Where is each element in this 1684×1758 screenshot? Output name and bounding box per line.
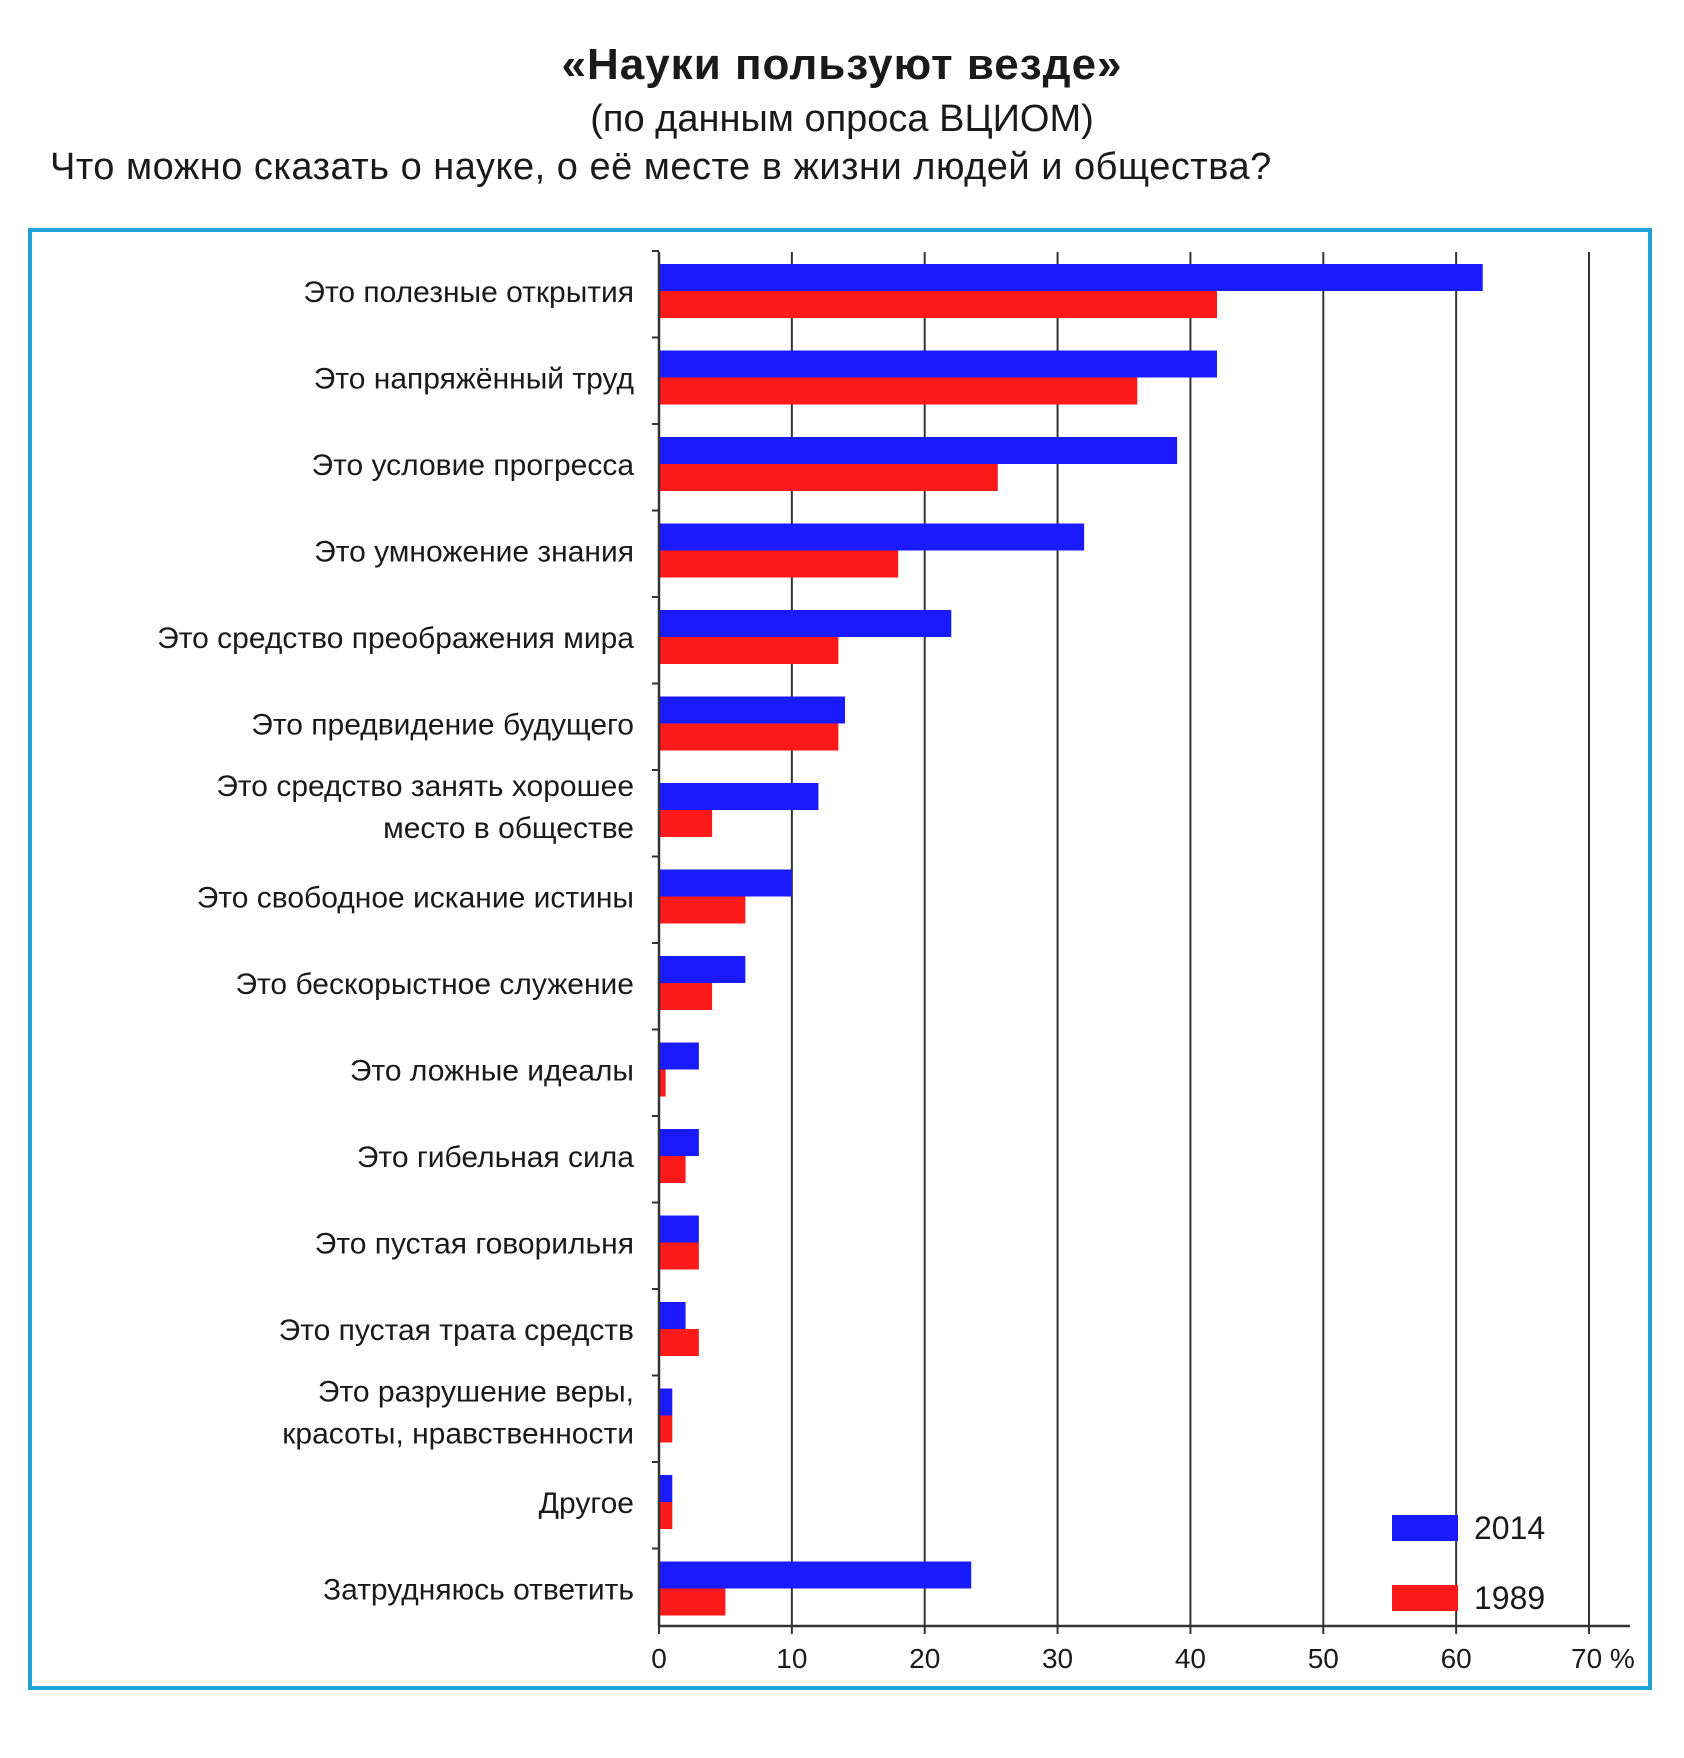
chart-subtitle: (по данным опроса ВЦИОМ) (590, 98, 1094, 140)
bar-1989 (659, 1156, 686, 1183)
bar-1989 (659, 637, 838, 664)
survey-question: Что можно сказать о науке, о её месте в жизни людей и общества? (50, 146, 1272, 188)
bar-1989 (659, 983, 712, 1010)
bar-2014 (659, 1216, 699, 1243)
chart-title: «Науки пользуют везде» (561, 40, 1123, 89)
bar-2014 (659, 956, 745, 983)
bar-1989 (659, 1589, 725, 1616)
x-tick-label: 20 (909, 1643, 941, 1674)
category-label: Это гибельная сила (356, 1141, 634, 1174)
bar-2014 (659, 1129, 699, 1156)
x-tick-label: 50 (1307, 1643, 1339, 1674)
bar-1989 (659, 551, 898, 578)
legend-label: 1989 (1474, 1580, 1546, 1616)
category-label: Это пустая трата средств (278, 1314, 634, 1347)
bar-2014 (659, 870, 792, 897)
x-tick-label: 70 % (1571, 1643, 1635, 1674)
x-tick-label: 30 (1041, 1643, 1074, 1674)
bar-2014 (659, 1302, 686, 1329)
category-label: Это средство занять хорошее (216, 770, 634, 803)
category-label: Это разрушение веры, (317, 1375, 634, 1409)
bar-1989 (659, 810, 712, 837)
bar-2014 (659, 1043, 699, 1070)
bar-2014 (659, 610, 951, 637)
bar-2014 (659, 264, 1483, 291)
category-label: Это пустая говорильня (314, 1227, 634, 1261)
category-label: Другое (538, 1487, 634, 1520)
bar-2014 (659, 697, 845, 724)
x-tick-label: 10 (776, 1643, 808, 1674)
category-label: Это полезные открытия (303, 276, 634, 309)
legend-swatch-1989 (1392, 1585, 1458, 1611)
bar-1989 (659, 1502, 672, 1529)
bar-2014 (659, 1389, 672, 1416)
bar-1989 (659, 1416, 672, 1443)
category-label: Это напряжённый труд (313, 362, 634, 396)
category-label: красоты, нравственности (282, 1417, 634, 1451)
bar-2014 (659, 351, 1217, 378)
bar-1989 (659, 378, 1137, 405)
legend-label: 2014 (1474, 1510, 1546, 1546)
x-tick-label: 60 (1440, 1643, 1472, 1674)
bar-1989 (659, 464, 998, 491)
category-label: Это умножение знания (314, 535, 634, 569)
category-label: Это бескорыстное служение (235, 968, 634, 1001)
legend-swatch-2014 (1392, 1515, 1458, 1541)
bar-2014 (659, 783, 818, 810)
category-label: Это свободное искание истины (196, 881, 634, 915)
bar-2014 (659, 524, 1084, 551)
bar-1989 (659, 1243, 699, 1270)
category-label: Это предвидение будущего (251, 708, 634, 742)
bar-1989 (659, 1329, 699, 1356)
category-label: Это ложные идеалы (349, 1054, 634, 1088)
bar-2014 (659, 1562, 971, 1589)
bar-1989 (659, 724, 838, 751)
category-label: Это условие прогресса (311, 449, 634, 482)
category-label: Это средство преображения мира (157, 622, 634, 655)
bar-2014 (659, 1475, 672, 1502)
bar-1989 (659, 897, 745, 924)
category-label: место в обществе (383, 812, 634, 845)
bar-2014 (659, 437, 1177, 464)
x-tick-label: 0 (651, 1643, 667, 1674)
category-label: Затрудняюсь ответить (323, 1573, 634, 1607)
x-tick-label: 40 (1174, 1643, 1207, 1674)
bar-1989 (659, 291, 1217, 318)
